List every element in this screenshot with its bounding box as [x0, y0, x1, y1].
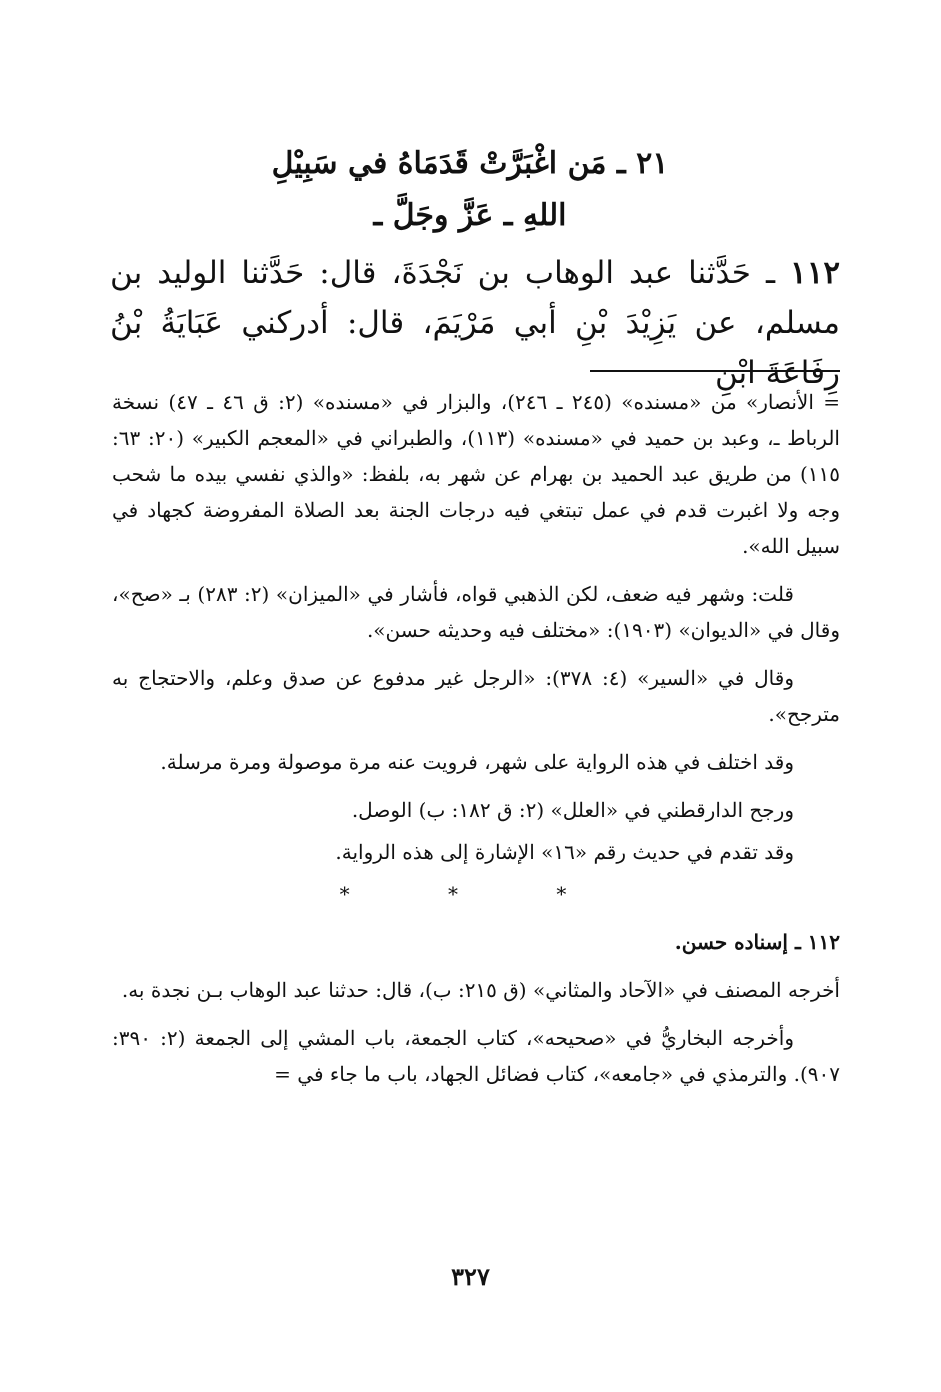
footnote-paragraph-5: ورجح الدارقطني في «العلل» (٢: ق ١٨٢: ب) الوصل.	[351, 798, 794, 822]
footnote-paragraph-8: وأخرجه البخاريُّ في «صحيحه»، كتاب الجمعة، باب المشي إلى الجمعة (٢: ٣٩٠: ٩٠٧). والترمذي في «جامعه»، كتاب فضائل الجهاد، باب ما جاء في =	[112, 1026, 840, 1086]
footnote-paragraph-4: وقد اختلف في هذه الرواية على شهر، فرويت عنه مرة موصولة ومرة مرسلة.	[160, 750, 794, 774]
footnote-divider	[590, 370, 840, 372]
footnote-paragraph-7: أخرجه المصنف في «الآحاد والمثاني» (ق ٢١٥: ب)، قال: حدثنا عبد الوهاب بـن نجدة به.	[121, 978, 840, 1002]
page-number: ٣٢٧	[451, 1262, 490, 1291]
footnote-heading: ١١٢ ـ إسناده حسن.	[674, 930, 840, 954]
footnote-paragraph-6: وقد تقدم في حديث رقم «١٦» الإشارة إلى هذه الرواية.	[335, 840, 794, 864]
footnote-paragraph-1: = الأنصار» من «مسنده» (٢٤٥ ـ ٢٤٦)، والبزار في «مسنده» (٢: ق ٤٦ ـ ٤٧) نسخة الرباط ـ، وعبد بن حميد في «مسنده» (١١٣)، والطبراني في «المعجم الكبير» (٢٠: ٦٣: ١١٥) من طريق عبد الحميد بن بهرام عن شهر به، بلفظ: «والذي نفسي بيده ما شحب وجه ولا اغبرت قدم في عمل تبتغي فيه درجات الجنة بعد الصلاة المفروضة كجهاد في سبيل الله».	[112, 390, 841, 558]
hadith-number: ١١٢	[790, 255, 840, 291]
footnote-paragraph-3: وقال في «السير» (٤: ٣٧٨): «الرجل غير مدفوع عن صدق وعلم، والاحتجاج به مترجح».	[112, 666, 840, 726]
hadith-body: ـ حَدَّثنا عبد الوهاب بن نَجْدَةَ، قال: حَدَّثنا الوليد بن مسلم، عن يَزِيْدَ بْنِ أبي مَرْيَمَ، قال: أدركني عَبَايَةُ بْنُ رِفَاعَةَ ابْنِ	[110, 255, 840, 391]
footnotes	[112, 384, 840, 1104]
hadith-text	[110, 248, 840, 398]
section-separator-stars: * * *	[339, 882, 613, 906]
chapter-title-line-1: ٢١ ـ مَن اغْبَرَّتْ قَدَمَاهُ في سَبِيْلِ	[271, 146, 669, 181]
footnote-paragraph-2: قلت: وشهر فيه ضعف، لكن الذهبي قواه، فأشار في «الميزان» (٢: ٢٨٣) بـ «صح»، وقال في «الديوان» (١٩٠٣): «مختلف فيه وحديثه حسن».	[112, 582, 840, 642]
chapter-title-line-2: اللهِ ـ عَزَّ وجَلَّ ـ	[373, 198, 567, 233]
chapter-title	[150, 138, 790, 242]
